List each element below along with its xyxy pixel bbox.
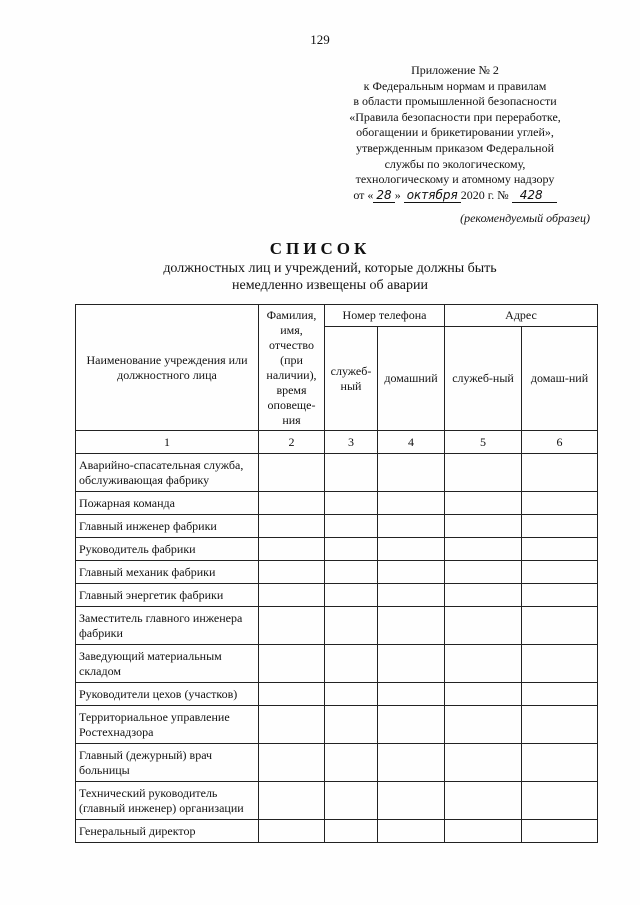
table-cell	[522, 820, 598, 843]
table-cell	[259, 683, 325, 706]
order-number: 428	[512, 189, 557, 203]
table-cell	[522, 454, 598, 492]
header-phone-work: служеб-ный	[325, 327, 378, 431]
table-cell	[259, 584, 325, 607]
appendix-line: Приложение № 2	[411, 63, 499, 77]
table-cell	[378, 561, 445, 584]
header-phone-home: домашний	[378, 327, 445, 431]
table-row	[76, 454, 598, 492]
table-row	[76, 584, 598, 607]
table-cell	[522, 515, 598, 538]
table-cell	[522, 706, 598, 744]
appendix-line: технологическому и атомному надзору	[355, 172, 555, 187]
table-cell	[259, 561, 325, 584]
table-cell	[259, 515, 325, 538]
document-title: СПИСОК	[269, 239, 371, 258]
table-cell	[522, 538, 598, 561]
table-cell	[259, 706, 325, 744]
table-cell	[445, 515, 522, 538]
table-cell	[325, 645, 378, 683]
table-cell	[259, 820, 325, 843]
table-cell	[522, 561, 598, 584]
column-number: 6	[522, 431, 598, 454]
row-label: Главный механик фабрики	[76, 561, 259, 584]
header-address-work: служеб-ный	[445, 327, 522, 431]
table-cell	[325, 782, 378, 820]
table-row	[76, 782, 598, 820]
row-label: Технический руководитель (главный инженер) организации	[76, 782, 259, 820]
row-label: Заведующий материальным складом	[76, 645, 259, 683]
table-row	[76, 706, 598, 744]
table-cell	[445, 645, 522, 683]
table-cell	[522, 584, 598, 607]
table-cell	[325, 538, 378, 561]
appendix-line: службы по экологическому,	[384, 156, 526, 171]
table-cell	[325, 744, 378, 782]
table-cell	[378, 515, 445, 538]
table-cell	[378, 584, 445, 607]
table-cell	[378, 492, 445, 515]
table-cell	[445, 744, 522, 782]
table-cell	[445, 820, 522, 843]
table-cell	[522, 607, 598, 645]
header-name: Наименование учреждения или должностного лица	[76, 305, 259, 431]
notification-table	[75, 304, 598, 843]
row-label: Главный (дежурный) врач больницы	[76, 744, 259, 782]
column-number-row	[76, 431, 598, 454]
appendix-line: «Правила безопасности при переработке,	[349, 109, 561, 124]
column-number: 4	[378, 431, 445, 454]
row-label: Пожарная команда	[76, 492, 259, 515]
header-fio: Фамилия, имя, отчество (при наличии), время оповеще-ния	[259, 305, 325, 431]
table-cell	[445, 782, 522, 820]
day-close: »	[394, 187, 401, 202]
table-cell	[378, 744, 445, 782]
table-cell	[325, 820, 378, 843]
table-cell	[259, 645, 325, 683]
recommended-sample-note: (рекомендуемый образец)	[460, 211, 590, 225]
table-cell	[378, 607, 445, 645]
table-cell	[259, 492, 325, 515]
order-month: октября	[404, 189, 461, 203]
table-row	[76, 607, 598, 645]
order-day: 28	[373, 189, 394, 203]
row-label: Генеральный директор	[76, 820, 259, 843]
table-cell	[325, 561, 378, 584]
appendix-line: утвержденным приказом Федеральной	[355, 140, 555, 155]
column-number: 2	[259, 431, 325, 454]
page-number: 129	[310, 32, 330, 47]
appendix-line: обогащении и брикетировании углей»,	[356, 125, 554, 140]
table-cell	[378, 645, 445, 683]
table-cell	[259, 782, 325, 820]
table-cell	[325, 706, 378, 744]
table-cell	[378, 683, 445, 706]
table-cell	[325, 607, 378, 645]
table-cell	[445, 683, 522, 706]
row-label: Заместитель главного инженера фабрики	[76, 607, 259, 645]
table-cell	[378, 706, 445, 744]
table-cell	[378, 820, 445, 843]
table-cell	[445, 706, 522, 744]
table-cell	[445, 454, 522, 492]
table-cell	[445, 561, 522, 584]
document-subtitle: должностных лиц и учреждений, которые должны быть немедленно извещены об аварии	[163, 261, 497, 293]
table-cell	[259, 607, 325, 645]
row-label: Главный инженер фабрики	[76, 515, 259, 538]
table-cell	[445, 584, 522, 607]
order-year: 2020 г. №	[460, 187, 509, 202]
table-cell	[325, 683, 378, 706]
table-cell	[445, 538, 522, 561]
table-cell	[522, 744, 598, 782]
table-row	[76, 820, 598, 843]
column-number: 5	[445, 431, 522, 454]
row-label: Руководитель фабрики	[76, 538, 259, 561]
appendix-line: в области промышленной безопасности	[353, 94, 557, 109]
table-cell	[522, 683, 598, 706]
table-row	[76, 645, 598, 683]
table-row	[76, 744, 598, 782]
column-number: 3	[325, 431, 378, 454]
table-cell	[378, 782, 445, 820]
table-cell	[325, 492, 378, 515]
row-label: Территориальное управление Ростехнадзора	[76, 706, 259, 744]
table-cell	[378, 538, 445, 561]
table-row	[76, 683, 598, 706]
table-cell	[325, 454, 378, 492]
table-cell	[259, 538, 325, 561]
table-cell	[445, 492, 522, 515]
appendix-block	[333, 63, 577, 203]
column-number: 1	[76, 431, 259, 454]
table-cell	[325, 515, 378, 538]
table-cell	[522, 645, 598, 683]
table-cell	[445, 607, 522, 645]
header-address: Адрес	[445, 305, 598, 327]
table-cell	[259, 454, 325, 492]
row-label: Руководители цехов (участков)	[76, 683, 259, 706]
row-label: Аварийно-спасательная служба, обслуживающая фабрику	[76, 454, 259, 492]
table-cell	[259, 744, 325, 782]
from-label: от «	[353, 187, 374, 202]
table-cell	[325, 584, 378, 607]
row-label: Главный энергетик фабрики	[76, 584, 259, 607]
table-cell	[522, 492, 598, 515]
table-cell	[522, 782, 598, 820]
order-date-line	[333, 188, 577, 204]
table-row	[76, 492, 598, 515]
appendix-line: к Федеральным нормам и правилам	[363, 78, 547, 93]
table-row	[76, 515, 598, 538]
header-phone: Номер телефона	[325, 305, 445, 327]
header-address-home: домаш-ний	[522, 327, 598, 431]
table-row	[76, 561, 598, 584]
table-row	[76, 538, 598, 561]
table-cell	[378, 454, 445, 492]
